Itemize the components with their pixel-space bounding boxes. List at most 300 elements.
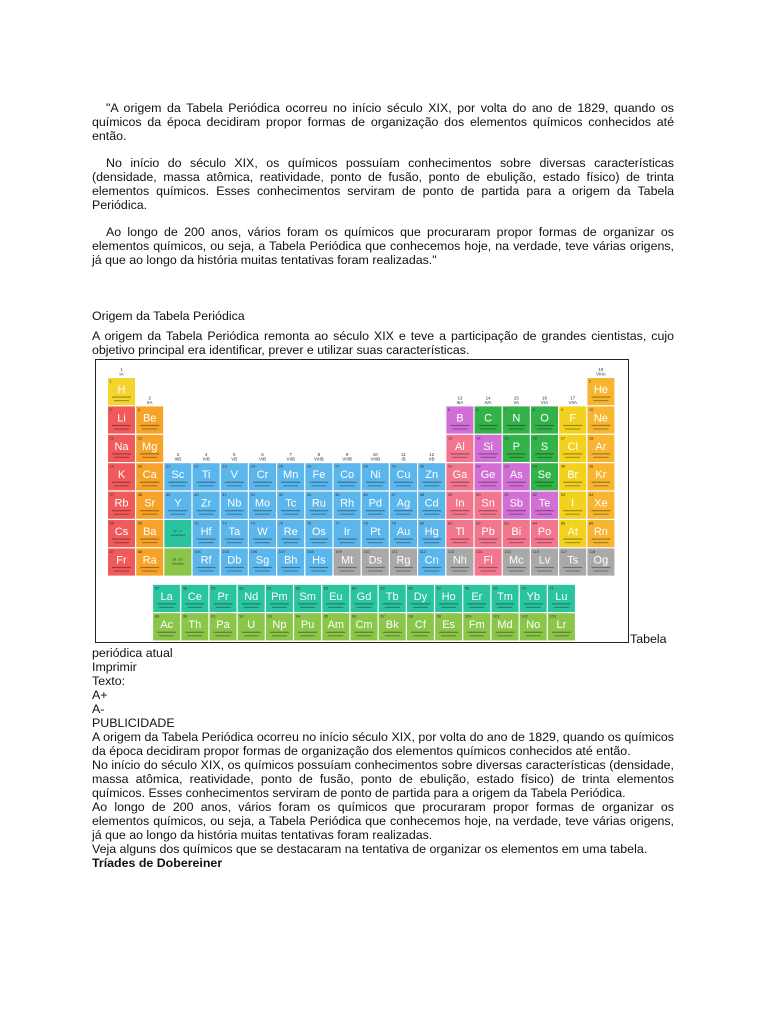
group-label: VIIB: [286, 456, 295, 462]
element-cell-hs: [305, 548, 332, 575]
element-cell-cf: [407, 613, 434, 640]
svg-text:Ru: Ru: [311, 497, 326, 510]
svg-text:71: 71: [549, 585, 554, 591]
svg-text:51: 51: [504, 492, 509, 498]
svg-text:53: 53: [560, 492, 566, 498]
svg-text:Tl: Tl: [455, 526, 465, 538]
element-cell-sg: [249, 548, 276, 575]
svg-text:Cs: Cs: [114, 526, 129, 538]
element-cell-fl: [475, 548, 502, 575]
svg-text:9: 9: [560, 406, 563, 412]
element-cell-pm: [266, 585, 293, 612]
element-cell-tl: [446, 520, 473, 547]
group-label: VA: [513, 399, 520, 405]
periodic-table-graphic: [96, 360, 628, 642]
svg-text:Y: Y: [174, 497, 182, 510]
svg-text:28: 28: [363, 463, 368, 469]
svg-text:37: 37: [109, 492, 114, 498]
svg-text:111: 111: [391, 548, 398, 554]
section-lead: A origem da Tabela Periódica remonta ao século XIX e teve a participação de grandes cientistas, cujo objetivo principal era identificar, prever e utilizar suas características.: [92, 329, 674, 357]
svg-text:41: 41: [222, 492, 227, 498]
group-label: VIIIA: [596, 371, 606, 377]
svg-text:No: No: [526, 619, 541, 632]
svg-text:Nb: Nb: [227, 497, 242, 510]
element-cell-ac: [153, 613, 180, 640]
element-cell-ra: [136, 548, 163, 575]
svg-text:1: 1: [109, 378, 112, 384]
svg-text:Hg: Hg: [424, 526, 439, 538]
svg-text:La: La: [160, 590, 173, 603]
svg-text:Po: Po: [537, 526, 552, 538]
svg-text:Cl: Cl: [567, 440, 578, 453]
element-cell-p: [503, 435, 530, 462]
element-cell-mo: [249, 492, 276, 519]
group-number: 18: [598, 367, 604, 372]
element-cell-k: [108, 463, 135, 490]
element-cell-hg: [418, 520, 445, 547]
svg-text:Pm: Pm: [271, 590, 288, 603]
svg-text:82: 82: [476, 520, 481, 526]
svg-text:62: 62: [295, 585, 301, 591]
subsection-heading: Tríades de Dobereiner: [92, 856, 223, 870]
svg-text:Pt: Pt: [370, 526, 381, 538]
svg-text:29: 29: [391, 463, 396, 469]
actinide-placeholder: [164, 548, 191, 575]
svg-text:24: 24: [250, 463, 255, 469]
element-cell-os: [305, 520, 332, 547]
svg-text:Ge: Ge: [480, 469, 496, 482]
svg-text:Mc: Mc: [508, 554, 524, 567]
svg-text:116: 116: [532, 548, 539, 554]
element-cell-db: [221, 548, 248, 575]
svg-text:52: 52: [532, 492, 537, 498]
svg-text:107: 107: [278, 548, 286, 554]
svg-text:89 - 103: 89 - 103: [173, 558, 183, 562]
svg-text:80: 80: [419, 520, 425, 526]
svg-text:Tb: Tb: [385, 590, 399, 603]
figure-caption-start: Tabela: [630, 632, 667, 646]
element-cell-yb: [520, 585, 547, 612]
group-label: VIIA: [568, 399, 577, 405]
svg-text:Fr: Fr: [116, 554, 127, 567]
svg-text:48: 48: [419, 492, 425, 498]
svg-text:Ir: Ir: [343, 526, 351, 538]
svg-text:30: 30: [419, 463, 425, 469]
svg-text:W: W: [257, 526, 268, 538]
svg-text:3: 3: [109, 406, 112, 412]
svg-text:At: At: [567, 526, 578, 538]
svg-text:114: 114: [476, 548, 483, 554]
element-cell-ag: [390, 492, 417, 519]
element-cell-sr: [136, 492, 163, 519]
periodic-table-image: [95, 359, 629, 643]
group-label: VIA: [540, 399, 549, 405]
svg-text:Ac: Ac: [160, 619, 174, 632]
svg-text:17: 17: [560, 435, 566, 441]
increase-text-button[interactable]: A+: [92, 688, 108, 702]
element-cell-cs: [108, 520, 135, 547]
element-cell-ni: [362, 463, 389, 490]
svg-text:Lr: Lr: [556, 619, 567, 632]
svg-text:Sc: Sc: [171, 469, 185, 482]
svg-text:112: 112: [419, 548, 427, 554]
svg-text:Og: Og: [593, 554, 609, 567]
svg-text:Ds: Ds: [368, 554, 383, 567]
element-cell-ga: [446, 463, 473, 490]
group-label: IVA: [484, 399, 492, 405]
svg-text:Bk: Bk: [385, 619, 399, 632]
group-number: 15: [513, 395, 519, 401]
svg-text:N: N: [512, 412, 521, 425]
svg-text:Ag: Ag: [396, 497, 411, 510]
svg-text:Lu: Lu: [555, 590, 568, 603]
svg-text:11: 11: [109, 435, 114, 441]
svg-text:32: 32: [476, 463, 481, 469]
document-body: [92, 101, 674, 870]
svg-text:Sm: Sm: [299, 590, 316, 603]
svg-text:K: K: [117, 469, 126, 482]
svg-text:Be: Be: [142, 412, 157, 425]
element-cell-zr: [193, 492, 220, 519]
svg-text:Mg: Mg: [142, 440, 158, 453]
group-number: 13: [457, 395, 463, 401]
lanthanide-placeholder: [164, 520, 191, 547]
group-label: VIIIB: [370, 456, 381, 462]
svg-text:Actinídeos: Actinídeos: [171, 562, 184, 566]
svg-text:76: 76: [306, 520, 312, 526]
svg-text:Lantanídeos: Lantanídeos: [170, 534, 186, 537]
svg-text:66: 66: [408, 585, 413, 591]
svg-text:Mn: Mn: [283, 469, 299, 482]
element-cell-rf: [193, 548, 220, 575]
svg-text:60: 60: [239, 585, 244, 591]
element-cell-sb: [503, 492, 530, 519]
svg-text:73: 73: [222, 520, 227, 526]
element-cell-f: [559, 406, 586, 433]
svg-text:15: 15: [504, 435, 509, 441]
element-cell-fr: [108, 548, 135, 575]
element-cell-gd: [351, 585, 378, 612]
group-label: VB: [231, 456, 238, 462]
svg-text:42: 42: [250, 492, 255, 498]
element-cell-ar: [587, 435, 614, 462]
svg-text:103: 103: [549, 613, 557, 619]
svg-text:102: 102: [521, 613, 528, 619]
svg-text:Bh: Bh: [283, 554, 298, 567]
element-cell-re: [277, 520, 304, 547]
svg-text:Md: Md: [497, 619, 513, 632]
svg-text:35: 35: [560, 463, 566, 469]
svg-text:Mt: Mt: [340, 554, 354, 567]
svg-text:Er: Er: [471, 590, 483, 603]
element-cell-nb: [221, 492, 248, 519]
svg-text:106: 106: [250, 548, 258, 554]
element-cell-in: [446, 492, 473, 519]
group-number: 5: [233, 452, 236, 458]
element-cell-rb: [108, 492, 135, 519]
element-cell-ce: [181, 585, 208, 612]
group-label: IA: [119, 371, 124, 377]
element-cell-bi: [503, 520, 530, 547]
element-cell-np: [266, 613, 293, 640]
svg-text:Si: Si: [483, 440, 493, 453]
svg-text:H: H: [117, 384, 126, 396]
group-number: 14: [485, 395, 491, 401]
element-cell-tc: [277, 492, 304, 519]
element-cell-te: [531, 492, 558, 519]
group-number: 1: [120, 367, 123, 372]
decrease-text-button[interactable]: A-: [92, 702, 105, 716]
svg-text:Ce: Ce: [187, 590, 202, 603]
svg-text:113: 113: [447, 548, 455, 554]
svg-text:2: 2: [588, 378, 592, 384]
svg-text:65: 65: [380, 585, 385, 591]
svg-text:4: 4: [137, 406, 140, 412]
group-number: 4: [204, 452, 208, 458]
svg-text:Ho: Ho: [441, 590, 456, 603]
group-number: 17: [570, 395, 576, 401]
svg-text:98: 98: [408, 613, 413, 619]
group-number: 9: [345, 452, 349, 458]
svg-text:Zr: Zr: [200, 497, 212, 510]
svg-text:Pa: Pa: [216, 619, 230, 632]
element-cell-mg: [136, 435, 163, 462]
element-cell-ne: [587, 406, 614, 433]
section-title: Origem da Tabela Periódica: [92, 309, 245, 323]
svg-text:85: 85: [560, 520, 566, 526]
svg-text:Dy: Dy: [413, 590, 428, 603]
body-paragraph-2: No início do século XIX, os químicos possuíam conhecimentos sobre diversas características (densidade, massa atômica, reatividade, ponto de fusão, ponto de ebulição, estado físico) de trinta elementos químicos. Esses conhecimentos serviram de ponto de partida para a origem da Tabela Periódica.: [92, 758, 674, 800]
text-size-label: Texto:: [92, 674, 126, 688]
svg-text:91: 91: [211, 613, 216, 619]
svg-text:97: 97: [380, 613, 385, 619]
element-cell-he: [587, 378, 614, 405]
svg-text:Ra: Ra: [142, 554, 157, 567]
svg-text:Sr: Sr: [144, 497, 156, 510]
svg-text:56: 56: [137, 520, 143, 526]
element-cell-b: [446, 406, 473, 433]
svg-text:Re: Re: [283, 526, 298, 538]
svg-text:Co: Co: [340, 469, 355, 482]
element-cell-lv: [531, 548, 558, 575]
svg-text:Se: Se: [537, 469, 552, 482]
group-number: 11: [401, 452, 406, 458]
svg-text:23: 23: [222, 463, 227, 469]
element-cell-w: [249, 520, 276, 547]
element-cell-ds: [362, 548, 389, 575]
group-number: 7: [289, 452, 292, 458]
element-cell-cl: [559, 435, 586, 462]
intro-paragraph-2: No início do século XIX, os químicos possuíam conhecimentos sobre diversas características (densidade, massa atômica, reatividade, ponto de fusão, ponto de ebulição, estado físico) de trinta elementos químicos. Esses conhecimentos serviram de ponto de partida para a origem da Tabela Periódica.: [92, 156, 674, 212]
element-cell-ir: [334, 520, 361, 547]
element-cell-al: [446, 435, 473, 462]
svg-text:68: 68: [464, 585, 470, 591]
element-cell-tb: [379, 585, 406, 612]
svg-text:B: B: [456, 412, 464, 425]
element-cell-au: [390, 520, 417, 547]
svg-text:55: 55: [109, 520, 114, 526]
svg-text:58: 58: [182, 585, 188, 591]
group-label: IVB: [202, 456, 210, 462]
element-cell-og: [587, 548, 614, 575]
element-cell-er: [463, 585, 490, 612]
element-cell-ru: [305, 492, 332, 519]
body-paragraph-3: Ao longo de 200 anos, vários foram os químicos que procuraram propor formas de organizar os elementos químicos, ou seja, a Tabela Periódica que conhecemos hoje, na verdade, teve várias origens, já que ao longo da história muitas tentativas foram realizadas.: [92, 800, 674, 842]
svg-text:88: 88: [137, 548, 143, 554]
element-cell-kr: [587, 463, 614, 490]
svg-text:86: 86: [588, 520, 594, 526]
svg-text:Fl: Fl: [483, 554, 493, 567]
svg-text:105: 105: [222, 548, 229, 554]
svg-text:100: 100: [464, 613, 472, 619]
svg-text:101: 101: [493, 613, 500, 619]
svg-text:Pu: Pu: [300, 619, 315, 632]
element-cell-br: [559, 463, 586, 490]
svg-text:31: 31: [447, 463, 453, 469]
svg-text:Gd: Gd: [356, 590, 372, 603]
svg-text:Ne: Ne: [593, 412, 608, 425]
element-cell-fm: [463, 613, 490, 640]
element-cell-bk: [379, 613, 406, 640]
svg-text:Db: Db: [227, 554, 242, 567]
svg-text:Es: Es: [442, 619, 456, 632]
element-cell-ti: [193, 463, 220, 490]
svg-text:5: 5: [447, 406, 451, 412]
element-cell-si: [475, 435, 502, 462]
group-label: IIA: [146, 399, 153, 405]
svg-text:Sb: Sb: [509, 497, 524, 510]
svg-text:Ni: Ni: [370, 469, 381, 482]
element-cell-ho: [435, 585, 462, 612]
svg-text:Xe: Xe: [594, 497, 608, 510]
svg-text:10: 10: [588, 406, 594, 412]
element-cell-md: [492, 613, 519, 640]
figure-caption-end: periódica atual: [92, 646, 173, 660]
element-cell-o: [531, 406, 558, 433]
svg-text:61: 61: [267, 585, 272, 591]
svg-text:72: 72: [194, 520, 199, 526]
group-number: 8: [317, 452, 321, 458]
group-label: IIB: [428, 456, 435, 462]
svg-text:Ti: Ti: [201, 469, 211, 482]
element-cell-mc: [503, 548, 530, 575]
element-cell-li: [108, 406, 135, 433]
svg-text:109: 109: [335, 548, 342, 554]
element-cell-s: [531, 435, 558, 462]
element-cell-ba: [136, 520, 163, 547]
element-cell-lu: [548, 585, 575, 612]
element-cell-n: [503, 406, 530, 433]
svg-text:Zn: Zn: [425, 469, 439, 482]
svg-text:115: 115: [504, 548, 511, 554]
svg-text:90: 90: [182, 613, 188, 619]
svg-text:12: 12: [137, 435, 143, 441]
svg-text:Hf: Hf: [200, 526, 212, 538]
svg-text:U: U: [247, 619, 256, 632]
element-cell-pt: [362, 520, 389, 547]
svg-text:Lv: Lv: [538, 554, 551, 567]
svg-text:Ta: Ta: [228, 526, 241, 538]
svg-text:63: 63: [323, 585, 329, 591]
svg-text:Ca: Ca: [142, 469, 157, 482]
element-cell-sm: [294, 585, 321, 612]
svg-text:Kr: Kr: [595, 469, 607, 482]
element-cell-co: [334, 463, 361, 490]
svg-text:8: 8: [532, 406, 535, 412]
print-link[interactable]: Imprimir: [92, 660, 137, 674]
svg-text:As: As: [509, 469, 523, 482]
svg-text:Ga: Ga: [452, 469, 468, 482]
svg-text:O: O: [540, 412, 549, 425]
svg-text:118: 118: [588, 548, 596, 554]
svg-text:77: 77: [335, 520, 340, 526]
svg-text:Nd: Nd: [244, 590, 259, 603]
element-cell-at: [559, 520, 586, 547]
svg-text:99: 99: [436, 613, 442, 619]
svg-text:Np: Np: [272, 619, 287, 632]
svg-text:50: 50: [476, 492, 481, 498]
svg-text:34: 34: [532, 463, 537, 469]
svg-text:54: 54: [588, 492, 594, 498]
group-number: 3: [176, 452, 180, 458]
svg-text:79: 79: [391, 520, 396, 526]
svg-text:Rh: Rh: [340, 497, 355, 510]
svg-text:Ar: Ar: [595, 440, 607, 453]
element-cell-xe: [587, 492, 614, 519]
body-paragraph-1: A origem da Tabela Periódica ocorreu no início século XIX, por volta do ano de 1829, quando os químicos da época decidiram propor formas de organização dos elementos químicos conhecidos até então.: [92, 730, 674, 758]
svg-text:18: 18: [588, 435, 594, 441]
svg-text:Tm: Tm: [497, 590, 513, 603]
element-cell-mt: [334, 548, 361, 575]
svg-text:45: 45: [335, 492, 340, 498]
element-cell-sn: [475, 492, 502, 519]
group-number: 12: [429, 452, 435, 458]
svg-text:Rb: Rb: [114, 497, 129, 510]
svg-text:93: 93: [267, 613, 272, 619]
svg-text:25: 25: [278, 463, 284, 469]
element-cell-lr: [548, 613, 575, 640]
svg-text:Nh: Nh: [452, 554, 467, 567]
element-cell-ca: [136, 463, 163, 490]
svg-text:Hs: Hs: [312, 554, 326, 567]
element-cell-pb: [475, 520, 502, 547]
element-cell-cd: [418, 492, 445, 519]
svg-text:87: 87: [109, 548, 114, 554]
svg-text:89: 89: [154, 613, 160, 619]
element-cell-y: [164, 492, 191, 519]
group-label: IB: [401, 456, 406, 462]
element-cell-cn: [418, 548, 445, 575]
element-cell-pr: [210, 585, 237, 612]
element-cell-u: [238, 613, 265, 640]
svg-text:Eu: Eu: [329, 590, 343, 603]
svg-text:He: He: [593, 384, 608, 396]
element-cell-pa: [210, 613, 237, 640]
element-cell-pu: [294, 613, 321, 640]
svg-text:Cu: Cu: [396, 469, 411, 482]
svg-text:57: 57: [154, 585, 160, 591]
element-cell-cm: [351, 613, 378, 640]
element-cell-be: [136, 406, 163, 433]
group-number: 2: [148, 395, 151, 401]
element-cell-hf: [193, 520, 220, 547]
element-cell-tm: [492, 585, 519, 612]
element-cell-sc: [164, 463, 191, 490]
element-cell-rh: [334, 492, 361, 519]
svg-text:39: 39: [165, 492, 171, 498]
periodic-table-figure: [92, 359, 674, 646]
element-cell-cr: [249, 463, 276, 490]
